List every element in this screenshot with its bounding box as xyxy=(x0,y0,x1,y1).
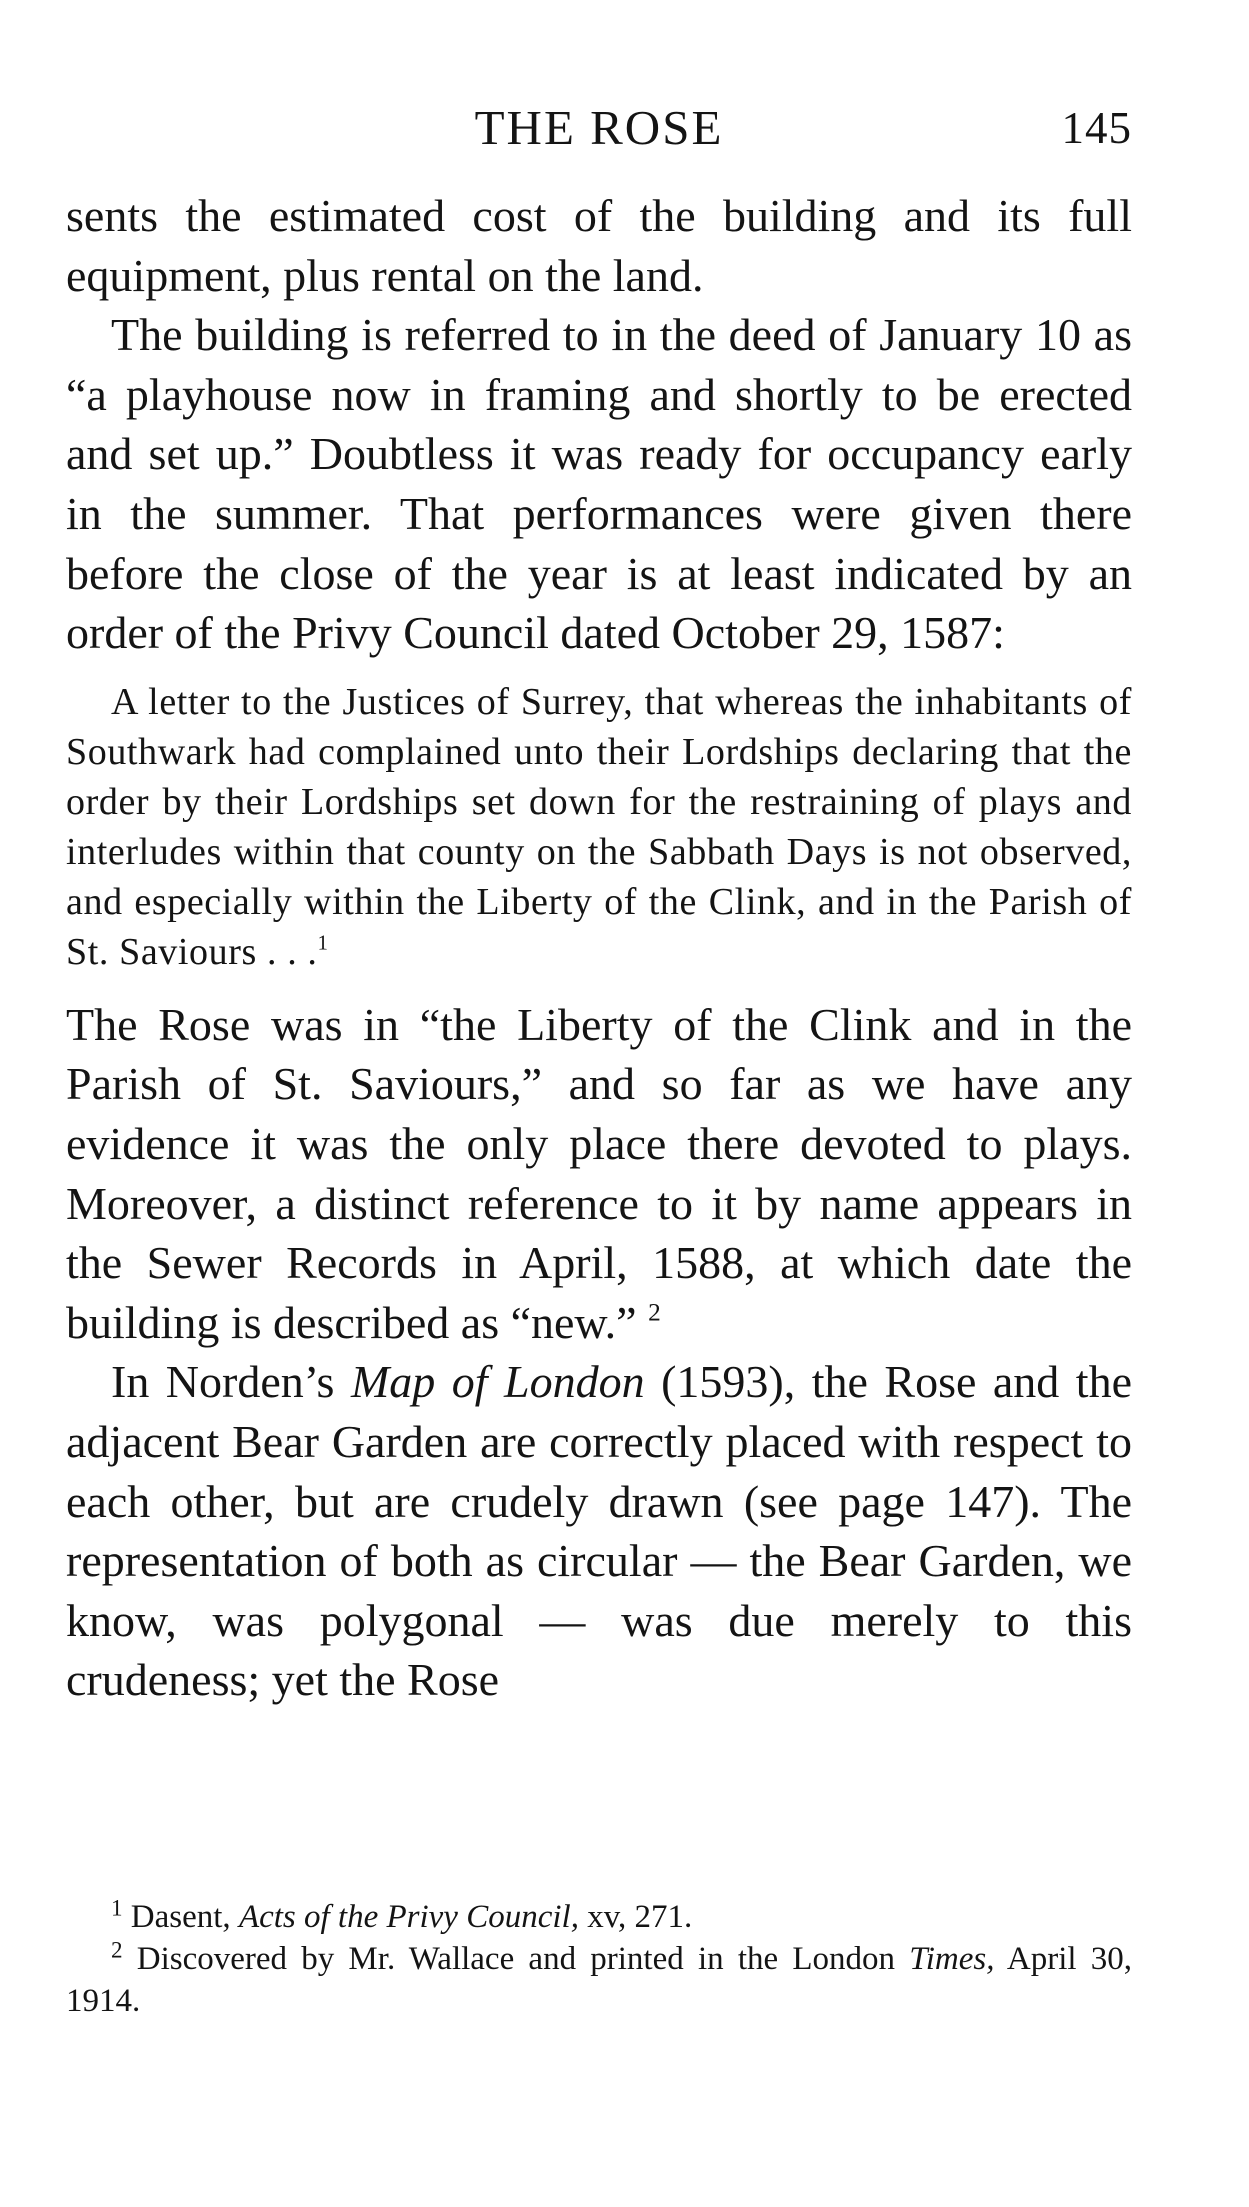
paragraph-norden-after: (1593), the Rose and the adjacent Bear Garden are correctly placed with respect to each other, but are crudely drawn (see page 147). The representation of both as circular — the Bear Garden, we know, was polygonal — was due merely to this crudeness; yet the Rose xyxy=(66,1356,1132,1706)
footnote-2-after: April 30, 1914. xyxy=(66,1941,1132,2019)
footnote-1-italic: Acts of the Privy Council, xyxy=(238,1899,579,1935)
block-quote xyxy=(66,677,1132,977)
paragraph-norden-before: In Norden’s xyxy=(111,1356,351,1408)
body-text xyxy=(66,186,1132,1710)
footnote-ref-1: 1 xyxy=(317,930,329,955)
paragraph-continuation: sents the estimated cost of the building and its full equipment, plus rental on the land. xyxy=(66,190,1132,301)
footnote-1-before: Dasent, xyxy=(130,1899,239,1935)
footnote-ref-2: 2 xyxy=(648,1298,661,1327)
footnote-mark-1: 1 xyxy=(111,1894,123,1921)
page-header xyxy=(66,96,1132,160)
paragraph-liberty-text: The Rose was in “the Liberty of the Clink and in the Parish of St. Saviours,” and so far as we have any evidence it was the only place there devoted to plays. Moreover, a distinct reference to it by name appears in the Sewer Records in April, 1588, at which date the building is described as “new.” xyxy=(66,998,1132,1348)
footnote-2-italic: Times, xyxy=(909,1941,995,1977)
running-title: THE ROSE xyxy=(474,100,724,155)
paragraph-norden xyxy=(66,1352,1132,1710)
quote-text xyxy=(66,677,1132,977)
page-number: 145 xyxy=(1061,103,1132,153)
footnote-1-after: xv, 271. xyxy=(578,1899,693,1935)
footnote-1 xyxy=(66,1896,1132,1938)
quote-body: A letter to the Justices of Surrey, that whereas the inhabitants of Southwark had complained unto their Lordships declaring that the order by their Lordships set down for the restraining of plays and interludes within that county on the Sabbath Days is not observed, and especially within the Liberty of the Clink, and in the Parish of St. Saviours . . . xyxy=(66,680,1132,973)
map-title: Map of London xyxy=(350,1356,645,1408)
paragraph-deed: The building is referred to in the deed of January 10 as “a playhouse now in framing and shortly to be erected and set up.” Doubtless it was ready for occupancy early in the summer. That performances were given there before the close of the year is at least indicated by an order of the Privy Council dated October 29, 1587: xyxy=(66,309,1132,659)
paragraph-liberty xyxy=(66,995,1132,1353)
footnotes xyxy=(66,1896,1132,2022)
footnote-mark-2: 2 xyxy=(111,1936,123,1963)
footnote-2 xyxy=(66,1938,1132,2022)
footnote-2-before: Discovered by Mr. Wallace and printed in the London xyxy=(136,1941,910,1977)
